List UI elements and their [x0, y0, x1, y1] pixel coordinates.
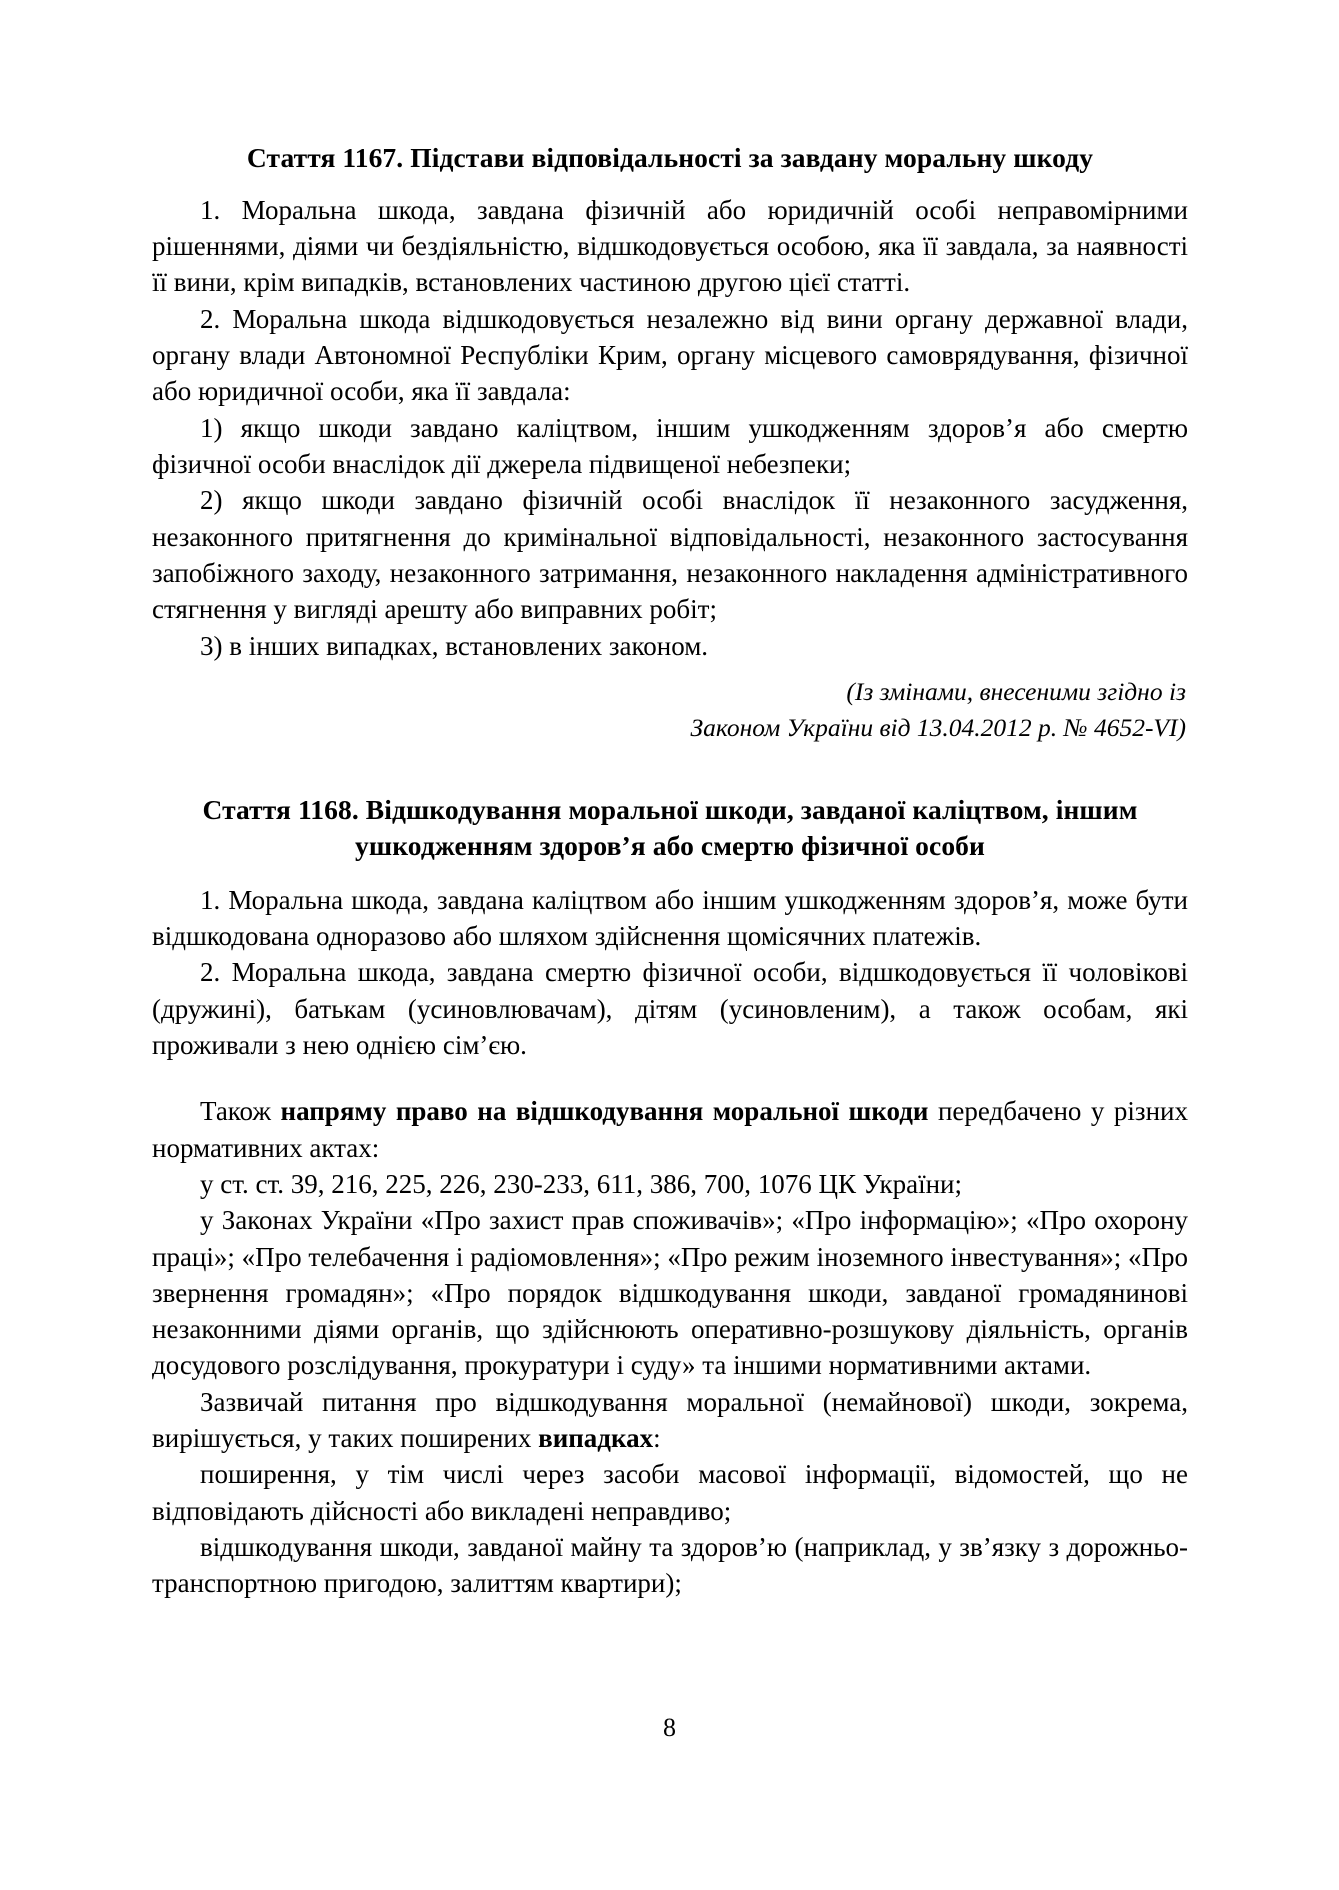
commentary-case-1: поширення, у тім числі через засоби масової інформації, відомостей, що не відповідають дійсності або викладені неправдиво;	[152, 1459, 1188, 1526]
article-1167-amendment-citation	[152, 674, 1188, 746]
commentary-item-codex-articles: у ст. ст. 39, 216, 225, 226, 230-233, 611, 386, 700, 1076 ЦК України;	[200, 1168, 962, 1199]
article-1168-paragraph-2: 2. Моральна шкода, завдана смертю фізичної особи, відшкодовується її чоловікові (дружині), батькам (усиновлювачам), дітям (усиновленим), а також особам, які проживали з нею однією сім’єю.	[152, 957, 1188, 1060]
commentary-intro-prefix: Також	[200, 1096, 281, 1127]
article-1167-item-2: 2) якщо шкоди завдано фізичній особі внаслідок її незаконного засудження, незаконного притягнення до кримінальної відповідальності, незаконного застосування запобіжного заходу, незаконного затримання, незаконного накладення адміністративного стягнення у вигляді арешту або виправних робіт;	[152, 485, 1188, 625]
section-spacer	[152, 746, 1188, 792]
article-1167-item-1: 1) якщо шкоди завдано каліцтвом, іншим ушкодженням здоров’я або смертю фізичної особи внаслідок дії джерела підвищеної небезпеки;	[152, 412, 1188, 479]
article-1167-title: Стаття 1167. Підстави відповідальності за завдану моральну шкоду	[246, 142, 1094, 173]
commentary-case-2: відшкодування шкоди, завданої майну та здоров’ю (наприклад, у зв’язку з дорожньо-транспортною пригодою, залиттям квартири);	[152, 1532, 1188, 1599]
commentary-spacer	[152, 1063, 1188, 1093]
commentary-item-laws: у Законах України «Про захист прав споживачів»; «Про інформацію»; «Про охорону праці»; «Про телебачення і радіомовлення»; «Про режим іноземного інвестування»; «Про звернення громадян»; «Про порядок відшкодування шкоди, завданої громадянинові незаконними діями органів, що здійснюють оперативно-розшукову діяльність, органів досудового розслідування, прокуратури і суду» та іншими нормативними актами.	[152, 1205, 1188, 1381]
commentary-intro	[152, 1093, 1188, 1166]
article-1168-title-line-2: ушкодженням здоров’я або смертю фізичної особи	[355, 829, 985, 861]
citation-line-1: (Із змінами, внесеними згідно із	[846, 676, 1186, 706]
usual-cases-suffix: :	[653, 1423, 661, 1454]
article-1168-paragraph-1: 1. Моральна шкода, завдана каліцтвом або іншим ушкодженням здоров’я, може бути відшкодована одноразово або шляхом здійснення щомісячних платежів.	[152, 884, 1188, 952]
page-content	[152, 140, 1188, 1602]
page-number: 8	[663, 1713, 676, 1742]
article-1167-paragraph-1: 1. Моральна шкода, завдана фізичній або юридичній особі неправомірними рішеннями, діями чи бездіяльністю, відшкодовується особою, яка її завдала, за наявності її вини, крім випадків, встановлених частиною другою цієї статті.	[152, 194, 1188, 298]
commentary-intro-emphasis: напряму право на відшкодування моральної шкоди	[280, 1096, 929, 1127]
commentary-usual-cases-intro	[152, 1384, 1188, 1457]
usual-cases-emphasis: випадках	[538, 1423, 654, 1454]
article-1167-item-3: 3) в інших випадках, встановлених законом.	[200, 630, 709, 661]
article-1168-title	[152, 792, 1188, 864]
article-1168-title-line-1: Стаття 1168. Відшкодування моральної шкоди, завданої каліцтвом, іншим	[202, 794, 1138, 826]
article-1167-paragraph-2: 2. Моральна шкода відшкодовується незалежно від вини органу державної влади, органу влади Автономної Республіки Крим, органу місцевого самоврядування, фізичної або юридичної особи, яка її завдала:	[152, 303, 1188, 407]
citation-line-2: Законом України від 13.04.2012 р. № 4652-VI)	[690, 713, 1186, 743]
commentary-intro-suffix: передбачено у різних нормативних актах:	[152, 1096, 1188, 1163]
usual-cases-prefix: Зазвичай питання про відшкодування моральної (немайнової) шкоди, зокрема, вирішується, у таких поширених	[152, 1386, 1188, 1454]
